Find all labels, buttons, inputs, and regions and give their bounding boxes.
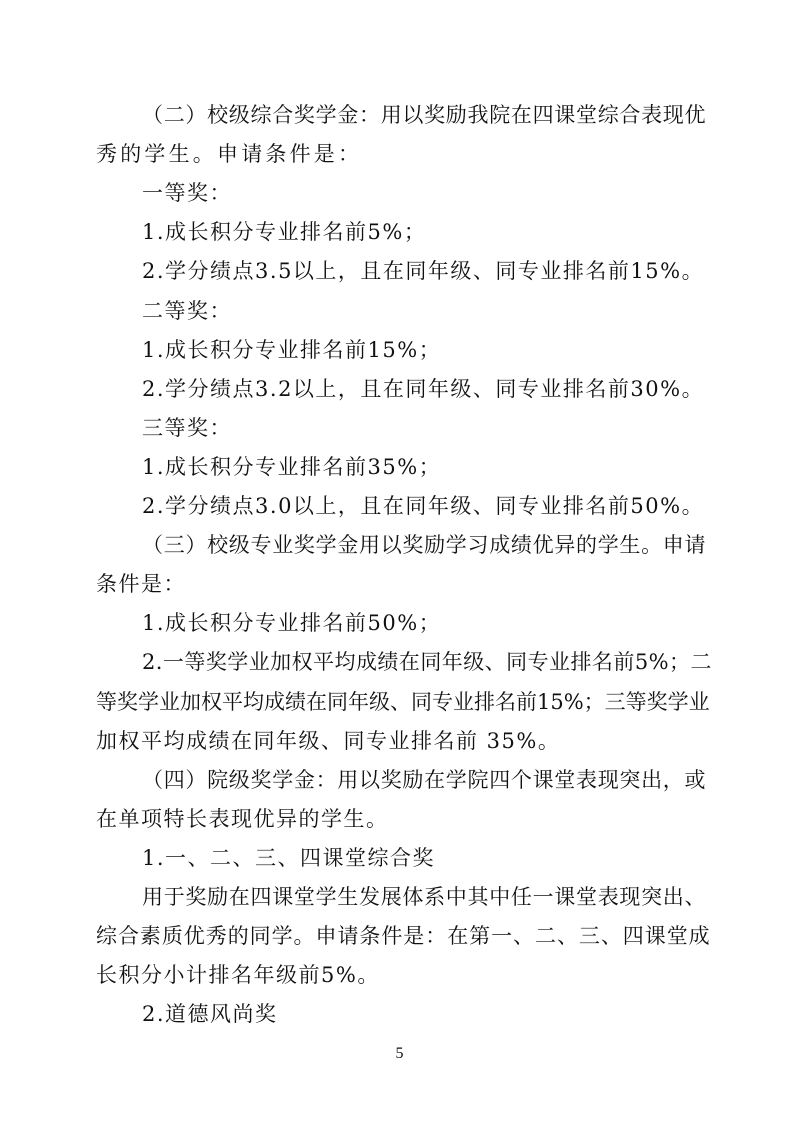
page-number: 5 (395, 1045, 404, 1062)
paragraph-line: 2.学分绩点3.5以上，且在同年级、同专业排名前15%。 (142, 259, 705, 283)
paragraph-line: 加权平均成绩在同年级、同专业排名前 35%。 (96, 729, 561, 753)
paragraph-line: 1.成长积分专业排名前35%； (142, 455, 442, 479)
paragraph-line: 等奖学业加权平均成绩在同年级、同专业排名前15%；三等奖学业 (96, 690, 710, 714)
paragraph-line: 用于奖励在四课堂学生发展体系中其中任一课堂表现突出、 (142, 885, 707, 909)
paragraph-line: 2.学分绩点3.2以上，且在同年级、同专业排名前30%。 (142, 377, 705, 401)
paragraph-line: （二）校级综合奖学金：用以奖励我院在四课堂综合表现优 (142, 103, 707, 127)
paragraph-line: 秀的学生。申请条件是： (96, 142, 363, 166)
paragraph-line: 二等奖： (142, 299, 232, 323)
paragraph-line: 在单项特长表现优异的学生。 (96, 807, 389, 831)
paragraph-line: 1.成长积分专业排名前15%； (142, 338, 442, 362)
paragraph-line: 长积分小计排名年级前5%。 (96, 963, 380, 987)
paragraph-line: 条件是： (96, 572, 186, 596)
paragraph-line: 2.道德风尚奖 (142, 1002, 278, 1026)
paragraph-line: （四）院级奖学金：用以奖励在学院四个课堂表现突出，或 (142, 768, 707, 792)
paragraph-line: 1.成长积分专业排名前5%； (142, 220, 427, 244)
paragraph-line: 1.一、二、三、四课堂综合奖 (142, 846, 436, 870)
paragraph-line: 1.成长积分专业排名前50%； (142, 611, 442, 635)
paragraph-line: （三）校级专业奖学金用以奖励学习成绩优异的学生。申请 (142, 533, 707, 557)
paragraph-line: 三等奖： (142, 416, 232, 440)
paragraph-line: 综合素质优秀的同学。申请条件是：在第一、二、三、四课堂成 (96, 924, 711, 948)
paragraph-line: 2.学分绩点3.0以上，且在同年级、同专业排名前50%。 (142, 494, 705, 518)
paragraph-line: 一等奖： (142, 181, 232, 205)
paragraph-line: 2.一等奖学业加权平均成绩在同年级、同专业排名前5%；二 (142, 650, 712, 674)
